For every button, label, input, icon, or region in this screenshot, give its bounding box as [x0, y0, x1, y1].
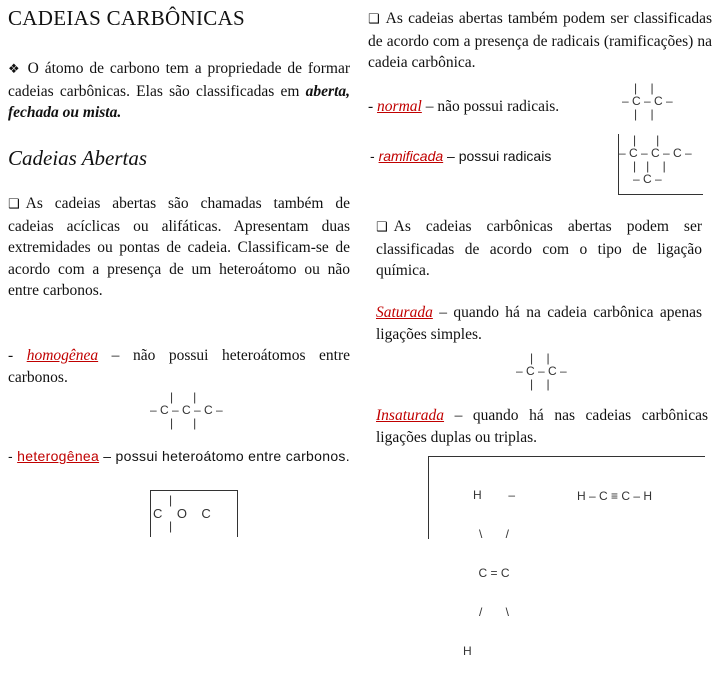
radicals-intro-text: As cadeias abertas também podem ser classificadas de acordo com a presença de radicais (ramificações) na cadeia carbônica.: [368, 10, 712, 71]
homogenea-item: [8, 345, 350, 388]
homogenea-prefix: -: [8, 347, 27, 364]
saturada-item: [376, 302, 702, 345]
structure-line: |: [169, 519, 173, 533]
structure-line: | |: [170, 390, 197, 404]
structure-line: |: [169, 493, 173, 507]
double-bond-structure: [459, 463, 529, 684]
structure-line: | | |: [633, 159, 666, 173]
heterogenea-rest: – possui heteroátomo entre carbonos.: [99, 448, 350, 464]
homogenea-term: homogênea: [26, 347, 99, 364]
homogeneous-chain-structure: [150, 391, 238, 431]
intro-text: O átomo de carbono tem a propriedade de formar cadeias carbônicas. Elas são classificadas em: [8, 60, 351, 100]
structure-line: – C – C –: [622, 94, 673, 108]
page-title: CADEIAS CARBÔNICAS: [8, 6, 246, 30]
normal-item: [368, 96, 608, 118]
structure-line: – C – C – C –: [150, 403, 223, 417]
heterogenea-item: [8, 446, 350, 468]
structure-line: | |: [530, 377, 550, 391]
normal-term: normal: [377, 98, 422, 115]
structure-line: – C – C –: [516, 364, 567, 378]
radicals-intro: [368, 8, 712, 74]
bond-intro: [376, 216, 702, 282]
homogenea-rest: – não possui heteroátomos entre carbonos.: [8, 347, 350, 386]
bond-intro-text: As cadeias carbônicas abertas podem ser classificadas de acordo com o tipo de ligação química.: [376, 218, 702, 279]
intro-paragraph: [8, 58, 350, 124]
structure-line: – C –: [633, 172, 662, 186]
structure-line: – C – C – C –: [619, 146, 692, 160]
structure-line: | |: [633, 133, 660, 147]
open-chains-text: As cadeias abertas são chamadas também de cadeias acíclicas ou alifáticas. Apresentam duas extremidades ou pontas de cadeia. Classificam-se de acordo com a presença de um heteroátomo ou não entre carbonos.: [8, 195, 350, 299]
normal-prefix: -: [368, 98, 378, 115]
saturada-rest: – quando há na cadeia carbônica apenas ligações simples.: [376, 304, 702, 343]
structure-line: H: [463, 644, 472, 658]
structure-line: | |: [634, 81, 654, 95]
insaturada-item: [376, 405, 708, 448]
structure-line: H –: [472, 488, 515, 502]
heterogenea-term: heterogênea: [17, 448, 100, 464]
triple-bond-structure: H – C ≡ C – H: [577, 489, 653, 503]
insaturada-rest: – quando há nas cadeias carbônicas ligações duplas ou triplas.: [376, 407, 708, 446]
ramificada-rest: – possui radicais: [443, 148, 552, 164]
diamond-bullet-icon: ❖: [8, 62, 22, 77]
intro-emphasis: aberta, fechada ou mista.: [8, 82, 350, 121]
structure-line: | |: [530, 351, 550, 365]
structure-line: | |: [634, 107, 654, 121]
structure-line: C O C: [153, 506, 211, 521]
insaturada-term: Insaturada: [376, 407, 445, 424]
ramificada-item: [370, 146, 610, 168]
square-bullet-icon: ❑: [376, 220, 388, 235]
saturated-chain-structure: [516, 352, 586, 392]
square-bullet-icon: ❑: [368, 12, 380, 27]
normal-rest: – não possui radicais.: [421, 98, 560, 115]
open-chains-description: [8, 193, 350, 302]
square-bullet-icon: ❑: [8, 197, 20, 212]
structure-line: C = C: [478, 566, 510, 580]
saturada-term: Saturada: [376, 304, 433, 321]
section-heading-open-chains: Cadeias Abertas: [8, 146, 148, 170]
unsaturated-chain-structures: [428, 456, 705, 658]
structure-line: | |: [170, 416, 197, 430]
normal-chain-structure: [622, 82, 692, 122]
heteroatom-chain-structure: [150, 490, 238, 537]
ramificada-term: ramificada: [378, 148, 444, 164]
branched-chain-structure: [618, 134, 703, 195]
structure-line: \ /: [478, 527, 509, 541]
structure-line: / \: [478, 605, 509, 619]
ramificada-prefix: -: [370, 148, 379, 164]
heterogenea-prefix: -: [8, 448, 18, 464]
